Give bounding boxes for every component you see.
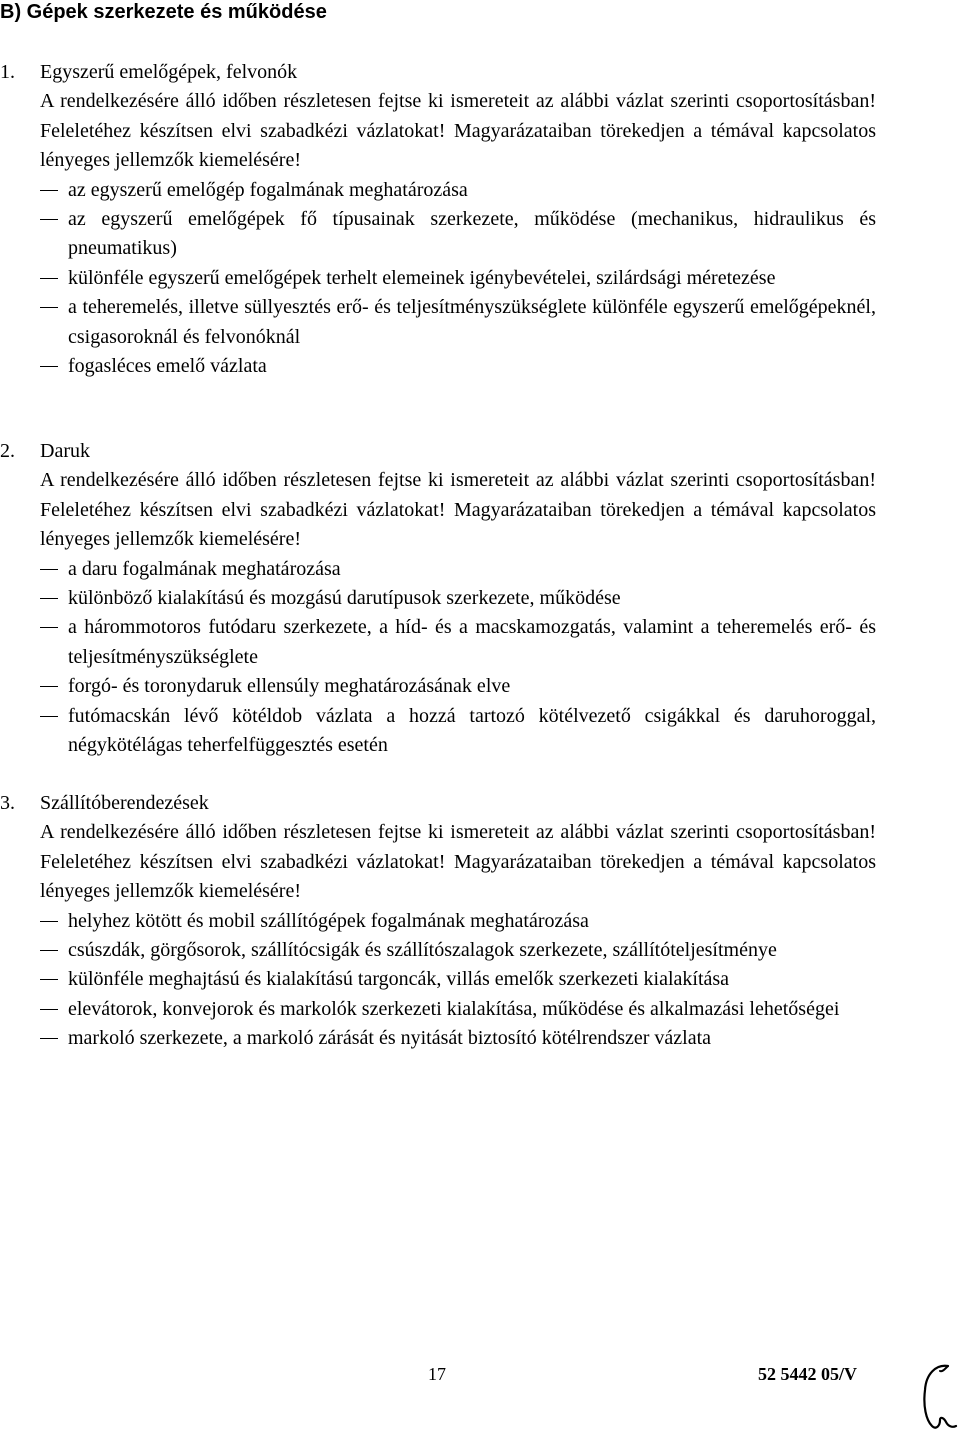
- dash-bullet-icon: [40, 1009, 58, 1010]
- topic-bullet-list: [0, 555, 876, 761]
- topic-number: 1.: [0, 61, 15, 83]
- dash-bullet-icon: [40, 1038, 58, 1039]
- topic-intro: A rendelkezésére álló időben részletesen fejtse ki ismereteit az alábbi vázlat szerinti csoportosításban! Feleletéhez készítsen elvi szabadkézi vázlatokat! Magyarázataiban törekedjen a témával kapcsolatos lényeges jellemzők kiemelésére!: [40, 90, 876, 172]
- list-item: forgó- és toronydaruk ellensúly meghatározásának elve: [0, 672, 876, 701]
- document-code: 52 5442 05/V: [758, 1364, 857, 1384]
- topic-heading: [0, 437, 876, 466]
- dash-bullet-icon: [40, 190, 58, 191]
- topic-title: Egyszerű emelőgépek, felvonók: [40, 61, 298, 83]
- list-item: markoló szerkezete, a markoló zárását és nyitását biztosító kötélrendszer vázlata: [0, 1024, 876, 1053]
- topic-bullet-list: [0, 907, 876, 1054]
- list-item: elevátorok, konvejorok és markolók szerkezeti kialakítása, működése és alkalmazási lehetőségei: [0, 995, 876, 1024]
- topic-intro: A rendelkezésére álló időben részletesen fejtse ki ismereteit az alábbi vázlat szerinti csoportosításban! Feleletéhez készítsen elvi szabadkézi vázlatokat! Magyarázataiban törekedjen a témával kapcsolatos lényeges jellemzők kiemelésére!: [40, 469, 876, 551]
- list-item: különböző kialakítású és mozgású darutípusok szerkezete, működése: [0, 584, 876, 613]
- topic-2: [0, 437, 876, 760]
- dash-bullet-icon: [40, 598, 58, 599]
- section-heading: B) Gépek szerkezete és működése: [0, 1, 327, 23]
- dash-bullet-icon: [40, 979, 58, 980]
- dash-bullet-icon: [40, 366, 58, 367]
- dash-bullet-icon: [40, 950, 58, 951]
- list-item: különféle egyszerű emelőgépek terhelt elemeinek igénybevételei, szilárdsági méretezése: [0, 264, 876, 293]
- list-item: az egyszerű emelőgépek fő típusainak szerkezete, működése (mechanikus, hidraulikus és pneumatikus): [0, 205, 876, 264]
- topic-title: Daruk: [40, 440, 90, 462]
- dash-bullet-icon: [40, 921, 58, 922]
- dash-bullet-icon: [40, 219, 58, 220]
- list-item: csúszdák, görgősorok, szállítócsigák és szállítószalagok szerkezete, szállítóteljesítménye: [0, 936, 876, 965]
- list-item: az egyszerű emelőgép fogalmának meghatározása: [0, 176, 876, 205]
- dash-bullet-icon: [40, 716, 58, 717]
- topic-heading: [0, 789, 876, 818]
- dash-bullet-icon: [40, 627, 58, 628]
- topic-title: Szállítóberendezések: [40, 792, 209, 814]
- topic-3: [0, 789, 876, 1054]
- list-item: futómacskán lévő kötéldob vázlata a hozzá tartozó kötélvezető csigákkal és daruhoroggal, négykötélágas teherfelfüggesztés esetén: [0, 702, 876, 761]
- list-item: a teheremelés, illetve süllyesztés erő- és teljesítményszükséglete különféle egyszerű emelőgépeknél, csigasoroknál és felvonóknál: [0, 293, 876, 352]
- topic-intro: A rendelkezésére álló időben részletesen fejtse ki ismereteit az alábbi vázlat szerinti csoportosításban! Feleletéhez készítsen elvi szabadkézi vázlatokat! Magyarázataiban törekedjen a témával kapcsolatos lényeges jellemzők kiemelésére!: [40, 821, 876, 903]
- list-item: helyhez kötött és mobil szállítógépek fogalmának meghatározása: [0, 907, 876, 936]
- list-item: a daru fogalmának meghatározása: [0, 555, 876, 584]
- list-item: fogasléces emelő vázlata: [0, 352, 876, 381]
- page-number: 17: [428, 1364, 446, 1384]
- list-item: a hárommotoros futódaru szerkezete, a híd- és a macskamozgatás, valamint a teheremelés erő- és teljesítményszükséglete: [0, 613, 876, 672]
- topic-bullet-list: [0, 176, 876, 382]
- topic-1: [0, 58, 876, 381]
- dash-bullet-icon: [40, 278, 58, 279]
- handwritten-signature-icon: [918, 1360, 958, 1434]
- topic-number: 2.: [0, 440, 15, 462]
- page-footer: [0, 1362, 960, 1392]
- list-item: különféle meghajtású és kialakítású targoncák, villás emelők szerkezeti kialakítása: [0, 965, 876, 994]
- dash-bullet-icon: [40, 569, 58, 570]
- dash-bullet-icon: [40, 307, 58, 308]
- topic-heading: [0, 58, 876, 87]
- dash-bullet-icon: [40, 686, 58, 687]
- topic-number: 3.: [0, 792, 15, 814]
